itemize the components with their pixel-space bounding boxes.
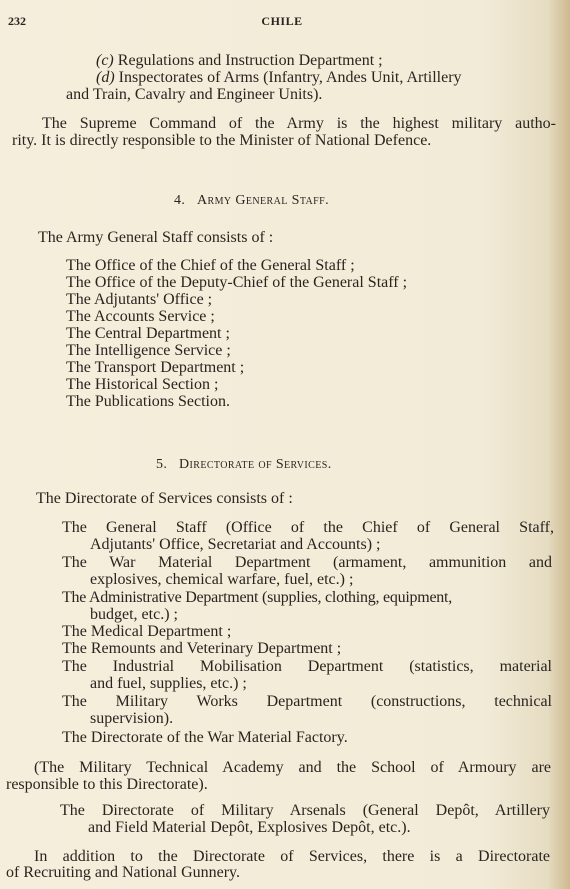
section-title: Directorate of Services. bbox=[179, 457, 332, 472]
list-item: The Transport Department ; bbox=[66, 359, 245, 376]
section-heading bbox=[156, 457, 332, 473]
list-item: The Administrative Department (supplies, clothing, equipment, bbox=[62, 589, 452, 606]
section-number: 5. bbox=[156, 457, 168, 472]
list-item: The Directorate of the War Material Factory. bbox=[62, 729, 348, 746]
list-item-continuation: Adjutants' Office, Secretariat and Accounts) ; bbox=[90, 536, 381, 553]
list-item: The Historical Section ; bbox=[66, 376, 219, 393]
section-title: Army General Staff. bbox=[197, 193, 329, 208]
paragraph-line: rity. It is directly responsible to the Minister of National Defence. bbox=[12, 132, 432, 149]
list-item bbox=[96, 69, 462, 87]
paragraph-line: of Recruiting and National Gunnery. bbox=[6, 864, 241, 881]
list-item-continuation: and Train, Cavalry and Engineer Units). bbox=[66, 86, 323, 103]
list-item-continuation: and fuel, supplies, etc.) ; bbox=[90, 675, 247, 692]
list-item: The Office of the Chief of the General Staff ; bbox=[66, 257, 355, 274]
section-intro: The Army General Staff consists of : bbox=[38, 229, 274, 246]
note-line: responsible to this Directorate). bbox=[6, 776, 208, 793]
list-item: The Intelligence Service ; bbox=[66, 342, 231, 359]
paragraph-line: In addition to the Directorate of Services, there is a Directorate bbox=[34, 848, 550, 865]
paragraph-line: and Field Material Depôt, Explosives Depôt, etc.). bbox=[88, 819, 411, 836]
list-item: The Accounts Service ; bbox=[66, 308, 215, 325]
list-item: The General Staff (Office of the Chief of General Staff, bbox=[62, 519, 554, 536]
paragraph-line: The Supreme Command of the Army is the highest military autho- bbox=[42, 115, 556, 132]
page-number: 232 bbox=[8, 14, 26, 28]
list-item: The Office of the Deputy-Chief of the General Staff ; bbox=[66, 274, 408, 291]
list-item: The Publications Section. bbox=[66, 393, 230, 410]
page-header bbox=[8, 14, 556, 32]
item-text: Inspectorates of Arms (Infantry, Andes Unit, Artillery bbox=[118, 69, 462, 86]
list-item: The Medical Department ; bbox=[62, 623, 232, 640]
list-item-continuation: explosives, chemical warfare, fuel, etc.) ; bbox=[90, 571, 354, 588]
list-item: The Central Department ; bbox=[66, 325, 230, 342]
list-item: The Adjutants' Office ; bbox=[66, 291, 213, 308]
paragraph-line: The Directorate of Military Arsenals (General Depôt, Artillery bbox=[60, 802, 550, 819]
running-title: CHILE bbox=[261, 14, 303, 28]
item-text: Regulations and Instruction Department ; bbox=[117, 52, 383, 69]
section-intro: The Directorate of Services consists of : bbox=[36, 490, 293, 507]
list-item: The Industrial Mobilisation Department (statistics, material bbox=[62, 658, 552, 675]
section-heading bbox=[174, 193, 329, 209]
list-item bbox=[96, 52, 383, 70]
list-item-continuation: budget, etc.) ; bbox=[90, 606, 178, 623]
list-item: The War Material Department (armament, ammunition and bbox=[62, 554, 552, 571]
item-marker: (d) bbox=[96, 69, 115, 86]
item-marker: (c) bbox=[96, 52, 114, 69]
section-number: 4. bbox=[174, 193, 186, 208]
list-item-continuation: supervision). bbox=[90, 710, 174, 727]
list-item: The Remounts and Veterinary Department ; bbox=[62, 640, 342, 657]
list-item: The Military Works Department (constructions, technical bbox=[62, 693, 552, 710]
note-line: (The Military Technical Academy and the School of Armoury are bbox=[34, 759, 551, 776]
